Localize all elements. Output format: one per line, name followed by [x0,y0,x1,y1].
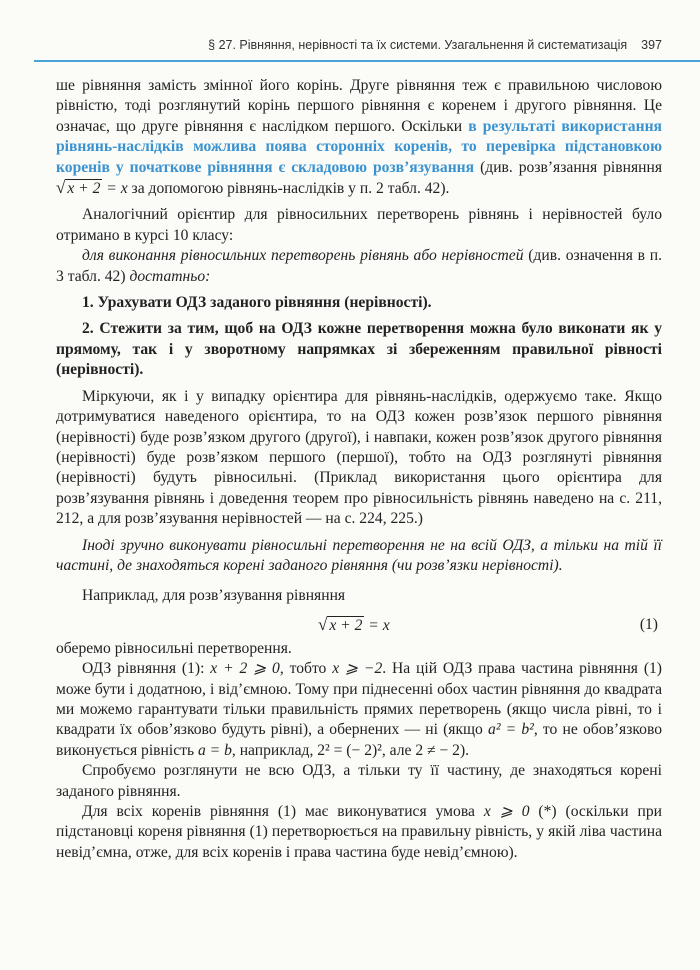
paragraph-choose: оберемо рівносильні перетворення. [56,639,292,657]
page-header [0,0,700,70]
section-title: § 27. Рівняння, нерівності та їх системи. Узагальнення й систематизація [208,38,628,52]
rule-one: 1. Урахувати ОДЗ заданого рівняння (нерівності). [82,294,432,312]
page-number: 397 [641,38,662,52]
page-body [56,76,662,863]
inline-equation: √ x + 2 [56,178,101,198]
equation-1: √ x + 2 = x (1) [318,614,658,634]
equation-number: (1) [639,615,658,633]
paragraph-odz: ОДЗ рівняння (1): x + 2 ⩾ 0, тобто x ⩾ −2. На цій ОДЗ права частина рівняння (1) може бути і додатною, і від’ємною. Тому при піднесенні обох частин рівняння до квадрата ми можемо гарантувати тільки правильність прямих перетворень (якщо числа рівні, то і квадрати їх обов’язково будуть рівні), а обернених — ні (якщо a² = b², то не обов’язково виконується рівність a = b, наприклад, 2² = (− 2)², але 2 ≠ − 2). [56,660,662,759]
header-rule [34,60,700,62]
rule-two: 2. Стежити за тим, щоб на ОДЗ кожне перетворення можна було виконати як у прямому, так і у зворотному напрямках зі збереженням правильної рівності (нерівності). [56,320,662,379]
paragraph-sufficient: для виконання рівносильних перетворень рівнянь або нерівностей (див. означення в п. 3 табл. 42) достатньо: [56,247,662,285]
paragraph-partial-odz: Іноді зручно виконувати рівносильні перетворення не на всій ОДЗ, а тільки на тій її частині, де знаходяться корені заданого рівняння (чи розв’язки нерівності). [56,536,662,574]
paragraph-try: Спробуємо розглянути не всю ОДЗ, а тільки ту її частину, де знаходяться корені заданого рівняння. [56,762,662,800]
paragraph-consequence: ше рівняння замість змінної його корінь. Друге рівняння теж є правильною числовою рівністю, тоді розглянутий корінь першого рівняння є коренем і другого рівняння. Це означає, що друге рівняння є наслідком першого. Оскільки в результаті використання рівнянь-наслідків можлива поява сторонніх коренів, то перевірка підстановкою коренів у початкове рівняння є складовою розв’язування (див. розв’язання рівняння √ x + 2 = x за допомогою рівнянь-наслідків у п. 2 табл. 42). [56,76,662,199]
highlighted-statement: в результаті використання рівнянь-наслідків можлива поява сторонніх коренів, то перевірка підстановкою коренів у початкове рівняння є складовою розв’язування [56,117,662,176]
paragraph-example: Наприклад, для розв’язування рівняння [82,587,346,605]
running-header [208,38,662,52]
paragraph-reasoning: Міркуючи, як і у випадку орієнтира для рівнянь-наслідків, одержуємо таке. Якщо дотримуватися наведеного орієнтира, то на ОДЗ кожен розв’язок першого рівняння (нерівності) буде розв’язком другого (другої), і навпаки, кожен розв’язок другого рівняння (нерівності) буде розв’язком першого (першої), тобто на ОДЗ розглянуті рівняння (нерівності) будуть рівносильні. (Приклад використання цього орієнтира для розв’язування рівнянь і доведення теорем про рівносильність рівнянь наведено на с. 211, 212, а для розв’язування нерівностей — на с. 224, 225.) [56,387,662,528]
paragraph-condition: Для всіх коренів рівняння (1) має виконуватися умова x ⩾ 0 (*) (оскільки при підстановці кореня рівняння (1) перетворюється на правильну рівність, у якій ліва частина невід’ємна, отже, для всіх коренів і права частина буде невід’ємною). [56,803,662,861]
paragraph-analogous: Аналогічний орієнтир для рівносильних перетворень рівнянь і нерівностей було отримано в курсі 10 класу: [56,206,662,244]
